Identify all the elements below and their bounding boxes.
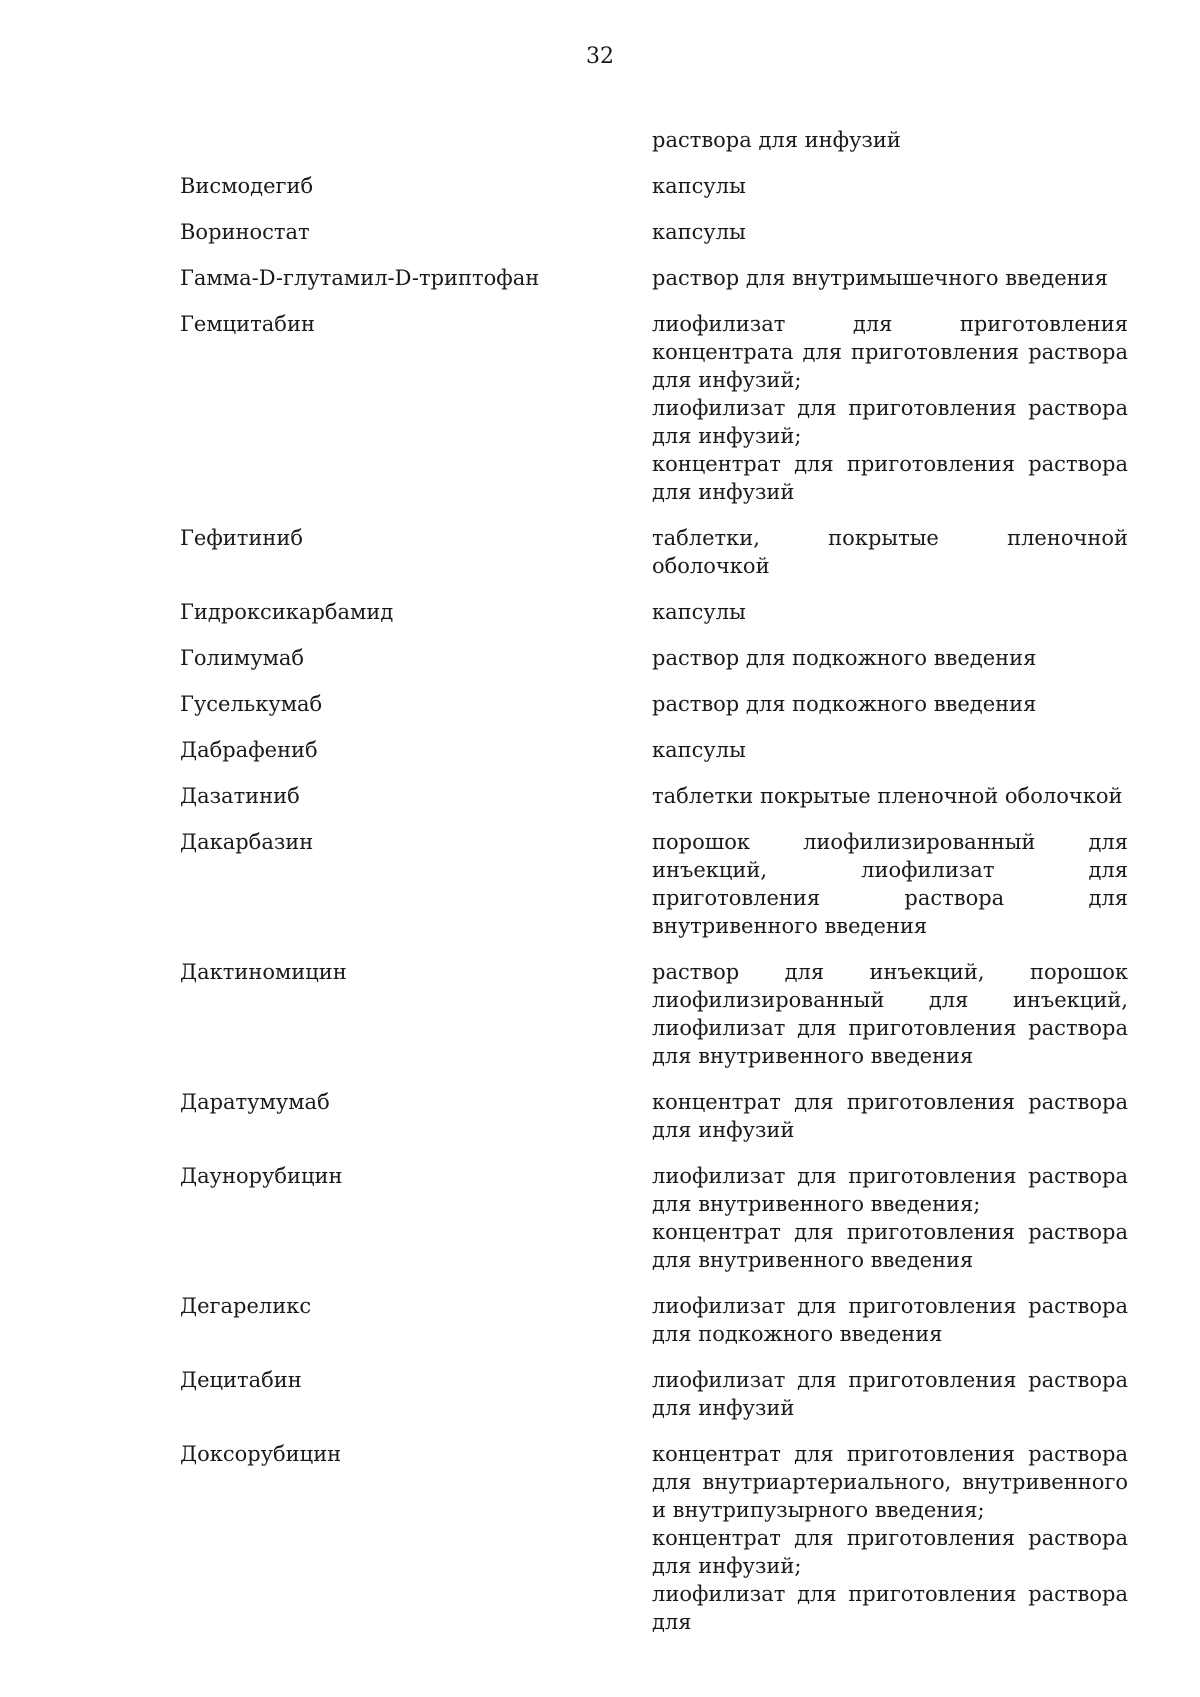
dosage-form: [652, 524, 1128, 580]
drug-row: [0, 310, 1200, 506]
dosage-form-line: раствора для инфузий: [652, 128, 901, 152]
dosage-form: [652, 264, 1128, 292]
drug-name: Дегареликс: [180, 1294, 312, 1318]
drug-name: Голимумаб: [180, 646, 305, 670]
drug-name: Висмодегиб: [180, 174, 314, 198]
drug-name: Дазатиниб: [180, 784, 300, 808]
drug-row: [0, 782, 1200, 810]
dosage-form-line: раствор для подкожного введения: [652, 692, 1037, 716]
drug-row: [0, 644, 1200, 672]
dosage-form: [652, 782, 1128, 810]
dosage-form-line: капсулы: [652, 738, 746, 762]
page-number: 32: [586, 44, 614, 69]
dosage-form-line: концентрат для приготовления раствора для внутриартериального, внутривенного и внутрипузырного введения;: [652, 1442, 1128, 1522]
dosage-form-line: концентрат для приготовления раствора для инфузий;: [652, 1526, 1128, 1578]
dosage-form-line: концентрат для приготовления раствора для внутривенного введения: [652, 1220, 1128, 1272]
dosage-form-line: лиофилизат для приготовления раствора для инфузий: [652, 1368, 1128, 1420]
dosage-form: [652, 828, 1128, 940]
dosage-form-line: раствор для подкожного введения: [652, 646, 1037, 670]
dosage-form-line: порошок лиофилизированный для инъекций, лиофилизат для приготовления раствора для внутривенного введения: [652, 830, 1128, 938]
drug-name: Гефитиниб: [180, 526, 304, 550]
dosage-form: [652, 172, 1128, 200]
dosage-form: [652, 736, 1128, 764]
drug-row: [0, 1292, 1200, 1348]
dosage-form: [652, 310, 1128, 506]
dosage-form: [652, 1440, 1128, 1636]
dosage-form: [652, 126, 1128, 154]
drug-row: [0, 218, 1200, 246]
drug-name: Децитабин: [180, 1368, 302, 1392]
drug-name: Дабрафениб: [180, 738, 318, 762]
dosage-form: [652, 1162, 1128, 1274]
drug-row: [0, 264, 1200, 292]
dosage-form-line: капсулы: [652, 174, 746, 198]
drug-name: Дакарбазин: [180, 830, 314, 854]
drug-row: [0, 828, 1200, 940]
drug-row: [0, 126, 1200, 154]
dosage-form: [652, 598, 1128, 626]
drug-row: [0, 524, 1200, 580]
dosage-form: [652, 1292, 1128, 1348]
dosage-form-line: раствор для инъекций, порошок лиофилизированный для инъекций, лиофилизат для приготовления раствора для внутривенного введения: [652, 960, 1128, 1068]
drug-name: Даунорубицин: [180, 1164, 343, 1188]
drug-row: [0, 1440, 1200, 1636]
drug-row: [0, 598, 1200, 626]
drug-name: Вориностат: [180, 220, 310, 244]
drug-row: [0, 1162, 1200, 1274]
dosage-form-line: капсулы: [652, 600, 746, 624]
dosage-form-line: лиофилизат для приготовления раствора для внутривенного введения;: [652, 1164, 1128, 1216]
drug-name: [180, 126, 650, 154]
dosage-form: [652, 690, 1128, 718]
dosage-form-line: лиофилизат для приготовления раствора для: [652, 1582, 1128, 1634]
dosage-form: [652, 644, 1128, 672]
dosage-form: [652, 1088, 1128, 1144]
dosage-form-line: раствор для внутримышечного введения: [652, 266, 1108, 290]
dosage-form-line: концентрат для приготовления раствора для инфузий: [652, 452, 1128, 504]
drug-row: [0, 958, 1200, 1070]
drug-row: [0, 690, 1200, 718]
dosage-form-line: лиофилизат для приготовления раствора для инфузий;: [652, 396, 1128, 448]
drug-list: [0, 126, 1200, 1654]
drug-name: Гамма-D-глутамил-D-триптофан: [180, 266, 540, 290]
drug-name: Даратумумаб: [180, 1090, 330, 1114]
dosage-form: [652, 958, 1128, 1070]
dosage-form-line: таблетки, покрытые пленочной оболочкой: [652, 526, 1128, 578]
dosage-form-line: лиофилизат для приготовления раствора для подкожного введения: [652, 1294, 1128, 1346]
drug-name: Гуселькумаб: [180, 692, 323, 716]
drug-row: [0, 1088, 1200, 1144]
drug-name: Доксорубицин: [180, 1442, 342, 1466]
drug-row: [0, 736, 1200, 764]
drug-name: Гемцитабин: [180, 312, 315, 336]
drug-name: Гидроксикарбамид: [180, 600, 394, 624]
drug-row: [0, 172, 1200, 200]
dosage-form: [652, 1366, 1128, 1422]
dosage-form-line: таблетки покрытые пленочной оболочкой: [652, 784, 1123, 808]
dosage-form-line: капсулы: [652, 220, 746, 244]
dosage-form: [652, 218, 1128, 246]
drug-name: Дактиномицин: [180, 960, 347, 984]
drug-row: [0, 1366, 1200, 1422]
dosage-form-line: концентрат для приготовления раствора для инфузий: [652, 1090, 1128, 1142]
dosage-form-line: лиофилизат для приготовления концентрата для приготовления раствора для инфузий;: [652, 312, 1128, 392]
